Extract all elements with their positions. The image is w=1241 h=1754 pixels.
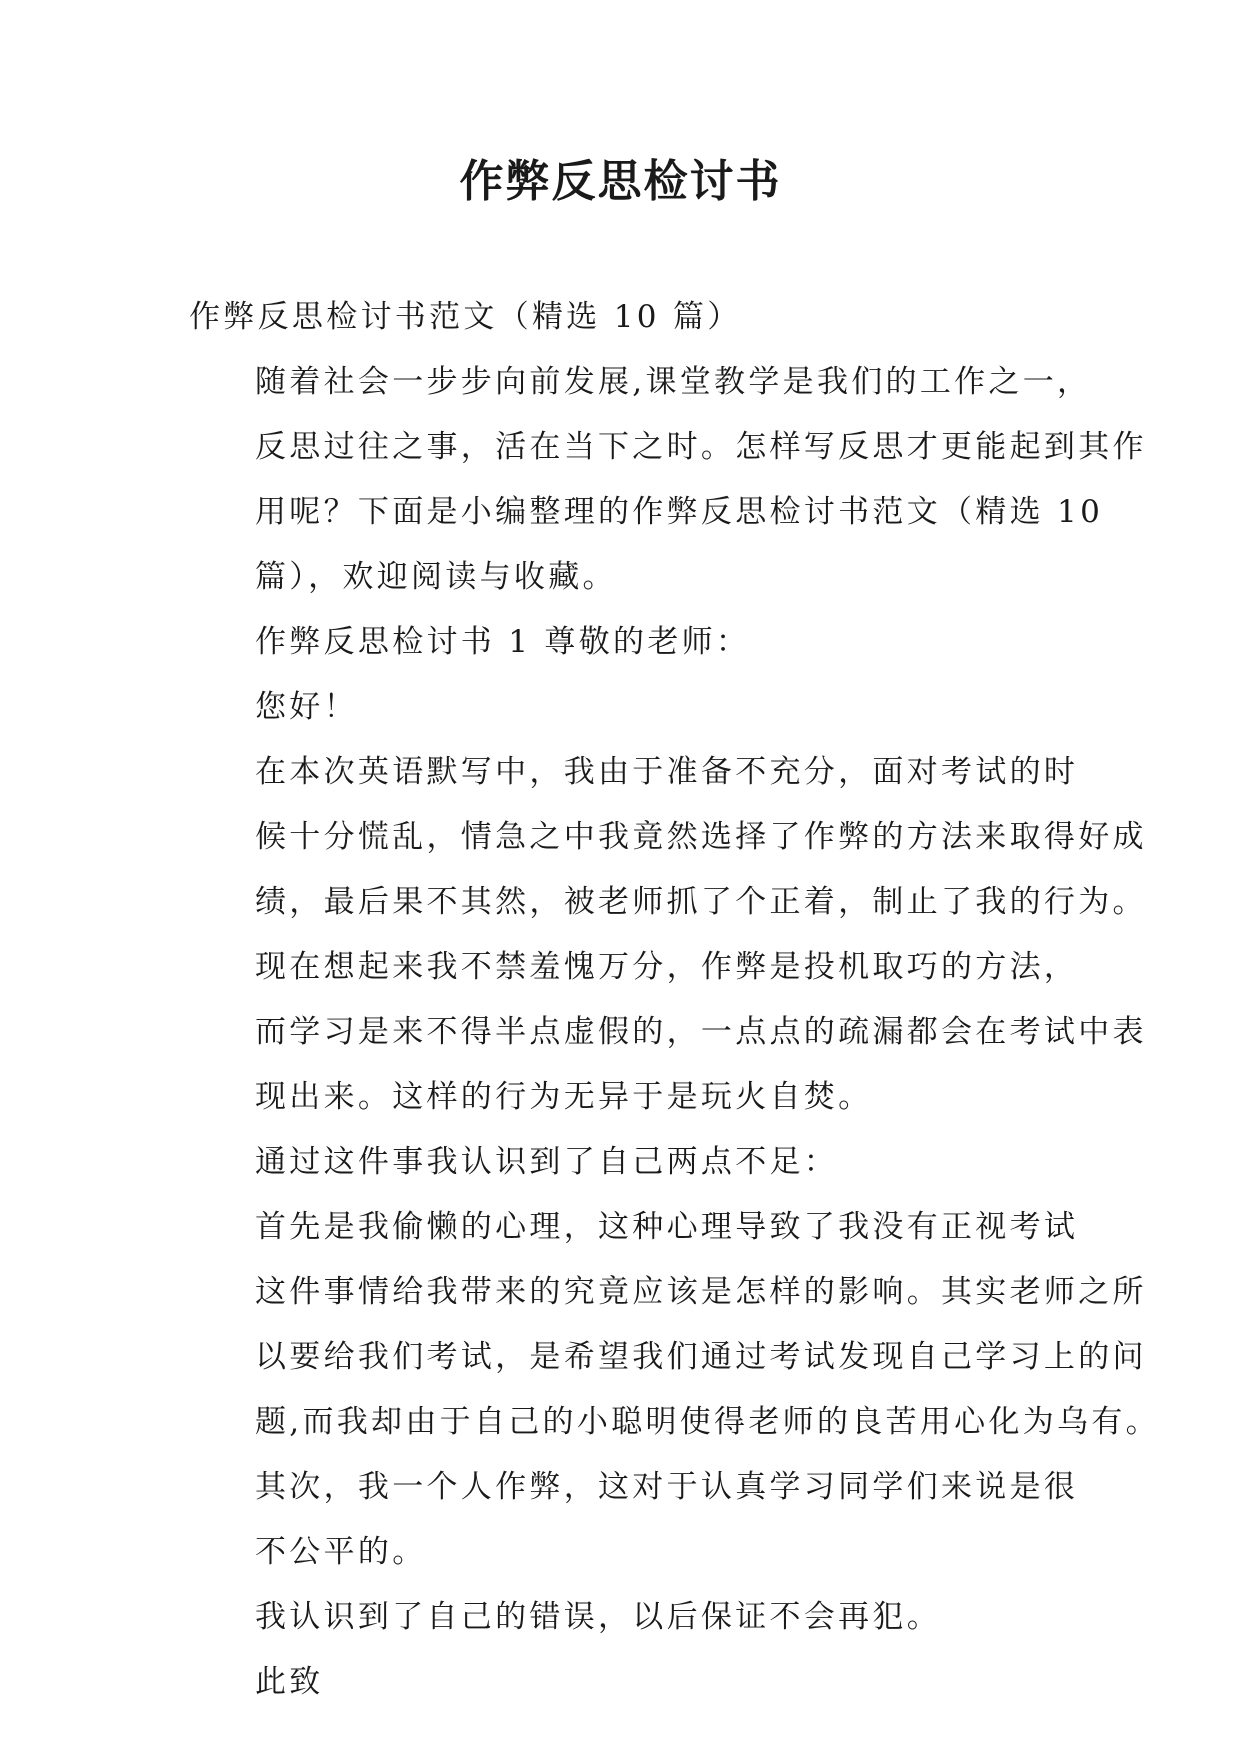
text-line: 篇），欢迎阅读与收藏。 bbox=[255, 559, 617, 595]
paragraph-closing bbox=[189, 1650, 1069, 1715]
text-line: 此致 bbox=[255, 1664, 324, 1700]
paragraph-shortcomings-intro bbox=[189, 1130, 1069, 1195]
text-line: 其次，我一个人作弊，这对于认真学习同学们来说是很 bbox=[255, 1469, 1079, 1505]
text-line: 不公平的。 bbox=[255, 1534, 427, 1570]
text-line: 您好！ bbox=[255, 689, 358, 725]
paragraph-second-point bbox=[189, 1455, 1079, 1585]
text-line: 我认识到了自己的错误，以后保证不会再犯。 bbox=[255, 1599, 941, 1635]
document-title: 作弊反思检讨书 bbox=[459, 156, 782, 207]
paragraph-greeting bbox=[189, 675, 1069, 740]
paragraph-preface bbox=[189, 350, 1147, 610]
text-line: 现在想起来我不禁羞愧万分，作弊是投机取巧的方法， bbox=[255, 949, 1079, 985]
paragraph-letter-heading bbox=[189, 610, 1069, 675]
paragraph-promise bbox=[189, 1585, 1069, 1650]
text-line: 首先是我偷懒的心理，这种心理导致了我没有正视考试 bbox=[255, 1209, 1079, 1245]
text-line: 反思过往之事，活在当下之时。怎样写反思才更能起到其作 bbox=[255, 429, 1147, 465]
text-line: 作弊反思检讨书 1 尊敬的老师： bbox=[255, 624, 751, 660]
text-line: 现出来。这样的行为无异于是玩火自焚。 bbox=[255, 1079, 873, 1115]
text-line: 用呢？下面是小编整理的作弊反思检讨书范文（精选 10 bbox=[255, 494, 1104, 530]
paragraph-incident bbox=[189, 740, 1147, 935]
paragraph-first-point bbox=[189, 1195, 1160, 1455]
text-line: 绩，最后果不其然，被老师抓了个正着，制止了我的行为。 bbox=[255, 884, 1147, 920]
text-line: 题,而我却由于自己的小聪明使得老师的良苦用心化为乌有。 bbox=[255, 1404, 1160, 1440]
text-line: 作弊反思检讨书范文（精选 10 篇） bbox=[189, 299, 742, 335]
text-line: 这件事情给我带来的究竟应该是怎样的影响。其实老师之所 bbox=[255, 1274, 1147, 1310]
paragraph-reflection bbox=[189, 935, 1147, 1130]
text-line: 随着社会一步步向前发展,课堂教学是我们的工作之一， bbox=[255, 364, 1092, 400]
text-line: 在本次英语默写中，我由于准备不充分，面对考试的时 bbox=[255, 754, 1079, 790]
paragraph-intro-heading bbox=[189, 285, 1069, 350]
document-body bbox=[189, 285, 1160, 1715]
text-line: 通过这件事我认识到了自己两点不足： bbox=[255, 1144, 839, 1180]
text-line: 候十分慌乱，情急之中我竟然选择了作弊的方法来取得好成 bbox=[255, 819, 1147, 855]
text-line: 以要给我们考试，是希望我们通过考试发现自己学习上的问 bbox=[255, 1339, 1147, 1375]
text-line: 而学习是来不得半点虚假的，一点点的疏漏都会在考试中表 bbox=[255, 1014, 1147, 1050]
